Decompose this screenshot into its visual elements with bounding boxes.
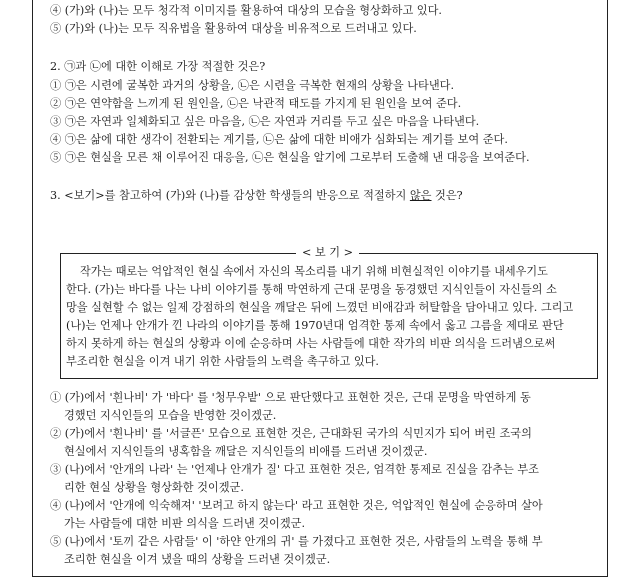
q2-option-4: ④ ㉠은 삶에 대한 생각이 전환되는 계기를, ㉡은 삶에 대한 비애가 심화되는 계기를 보여 준다.	[50, 133, 508, 146]
q1-option-4: ④ (가)와 (나)는 모두 청각적 이미지를 활용하여 대상의 모습을 형상화하고 있다.	[50, 4, 442, 17]
q1-option-5: ⑤ (가)와 (나)는 모두 직유법을 활용하여 대상을 비유적으로 드러내고 있다.	[50, 22, 417, 35]
q2-option-5: ⑤ ㉠은 현실을 모른 채 이루어진 대응을, ㉡은 현실을 알기에 그로부터 도출해 낸 대응을 보여준다.	[50, 151, 530, 164]
bogi-line: 망을 실현할 수 없는 일제 강점하의 현실을 깨달은 뒤에 느꼈던 비애감과 허탈함을 담아내고 있다. 그리고	[66, 301, 574, 314]
q3-stem-post: 것은?	[431, 189, 463, 202]
bogi-title: < 보 기 >	[296, 245, 359, 261]
q3-stem-underlined: 않은	[409, 189, 432, 202]
bogi-line: 부조리한 현실을 이겨 내기 위한 사람들의 노력을 촉구하고 있다.	[66, 355, 379, 368]
q3-option-4-cont: 가는 사람들에 대한 비판 의식을 드러낸 것이겠군.	[64, 517, 306, 530]
q3-option-3: ③ (나)에서 '안개의 나라' 는 '언제나 안개가 질' 다고 표현한 것은, 엄격한 통제로 진실을 감추는 부조	[50, 463, 539, 476]
bogi-line: 작가는 때로는 억압적인 현실 속에서 자신의 목소리를 내기 위해 비현실적인 이야기를 내세우기도	[80, 265, 548, 278]
q3-stem	[50, 189, 463, 203]
bogi-line: 한다. (가)는 바다를 나는 나비 이야기를 통해 막연하게 근대 문명을 동경했던 지식인들이 자신들의 소	[66, 283, 557, 296]
q3-option-2-cont: 현실에서 지식인들의 냉혹함을 깨달은 지식인들의 비애를 드러낸 것이겠군.	[64, 445, 428, 458]
q3-option-2: ② (가)에서 '흰나비' 를 '서글픈' 모습으로 표현한 것은, 근대화된 국가의 식민지가 되어 버린 조국의	[50, 427, 532, 440]
q3-option-5-cont: 조리한 현실을 이겨 냈을 때의 상황을 드러낸 것이겠군.	[64, 553, 331, 566]
q3-option-1: ① (가)에서 '흰나비' 가 '바다' 를 '청무우밭' 으로 판단했다고 표현한 것은, 근대 문명을 막연하게 동	[50, 391, 531, 404]
q3-option-1-cont: 경했던 지식인들의 모습을 반영한 것이겠군.	[64, 409, 277, 422]
q2-option-2: ② ㉠은 연약함을 느끼게 된 원인을, ㉡은 낙관적 태도를 가지게 된 원인을 보여 준다.	[50, 97, 462, 110]
q3-option-5: ⑤ (나)에서 '토끼 같은 사람들' 이 '하얀 안개의 귀' 를 가졌다고 표현한 것은, 사람들의 노력을 통해 부	[50, 535, 543, 548]
q2-option-3: ③ ㉠은 자연과 일체화되고 싶은 마음을, ㉡은 자연과 거리를 두고 싶은 마음을 나타낸다.	[50, 115, 480, 128]
q2-option-1: ① ㉠은 시련에 굴복한 과거의 상황을, ㉡은 시련을 극복한 현재의 상황을 나타낸다.	[50, 79, 455, 92]
q3-option-3-cont: 리한 현실 상황을 형상화한 것이겠군.	[64, 481, 244, 494]
q3-option-4: ④ (나)에서 '안개에 익숙해져' '보려고 하지 않는다' 라고 표현한 것은, 억압적인 현실에 순응하며 살아	[50, 499, 543, 512]
bogi-line: 하지 못하게 하는 현실의 상황과 이에 순응하며 사는 사람들에 대한 작가의 비판 의식을 드러냄으로써	[66, 337, 556, 350]
q2-stem: 2. ㉠과 ㉡에 대한 이해로 가장 적절한 것은?	[50, 60, 266, 73]
bogi-line: (나)는 언제나 안개가 낀 나라의 이야기를 통해 1970년대 엄격한 통제 속에서 옳고 그름을 제대로 판단	[66, 319, 564, 332]
q3-stem-pre: 3. <보기>를 참고하여 (가)와 (나)를 감상한 학생들의 반응으로 적절하지	[50, 189, 410, 202]
